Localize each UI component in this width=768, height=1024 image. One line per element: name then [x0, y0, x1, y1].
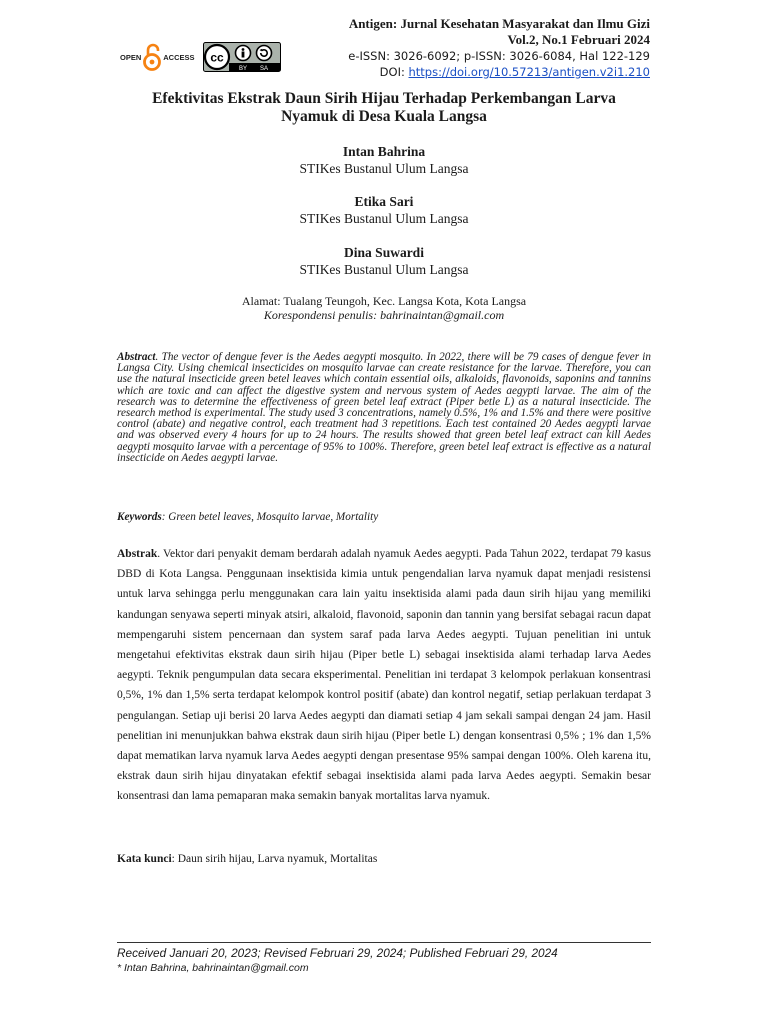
open-lock-icon: [142, 42, 162, 72]
journal-volume: Vol.2, No.1 Februari 2024: [507, 32, 650, 47]
open-access-text-left: OPEN: [120, 52, 142, 62]
abstract-text: . The vector of dengue fever is the Aedes aegypti mosquito. In 2022, there will be 79 cases of dengue fever in Langsa City. Using chemical insecticides on mosquito larvae can create resistance for the larvae. Therefore, you can use the natural insecticide green betel leaves which contain essential oils, alkaloids, flavonoids, saponins and tannins which are toxic and can affect the digestive system and nervous system of Aedes aegypti larvae. The aim of the research was to determine the effectiveness of green betel leaf extract (Piper betle L) as a natural insecticide. The research method is experimental. The study used 3 concentrations, namely 0.5%, 1% and 1.5% and there were positive control (abate) and negative control, each treatment had 3 repetitions. Each test contained 20 Aedes aegypti larvae and was observed every 4 hours for up to 24 hours. The results showed that green betel leaf extract can kill Aedes aegypti mosquito larvae with a percentage of 95% to 100%. Therefore, green betel leaf extract is effective as a natural insecticide on Aedes aegypti larvae.: [117, 351, 651, 464]
open-access-logo: [120, 42, 195, 72]
author-name: Intan Bahrina: [342, 144, 426, 159]
abstract-indonesian: [117, 544, 651, 807]
license-by-label: BY: [238, 65, 247, 72]
address: Alamat: Tualang Teungoh, Kec. Langsa Kota, Kota Langsa: [241, 294, 527, 308]
abstract-label: Abstract: [117, 351, 156, 363]
paper-title-line2: Nyamuk di Desa Kuala Langsa: [281, 108, 487, 125]
journal-title: Antigen: Jurnal Kesehatan Masyarakat dan Ilmu Gizi: [348, 16, 650, 31]
correspondence: Korespondensi penulis: bahrinaintan@gmail.com: [263, 308, 505, 322]
keywords-text: : Green betel leaves, Mosquito larvae, Mortality: [161, 511, 379, 523]
journal-doi: [348, 64, 650, 80]
doi-label: DOI:: [379, 65, 409, 79]
abstrak-text: . Vektor dari penyakit demam berdarah adalah nyamuk Aedes aegypti. Pada Tahun 2022, terdapat 79 kasus DBD di Kota Langsa. Penggunaan insektisida kimia untuk pengendalian larva nyamuk dapat menjadi resistensi untuk larva sehingga perlu menggunakan cara lain yaitu insektisida alami pada daun sirih hijau yang memiliki kandungan senyawa seperti minyak atsiri, alkaloid, flavonoid, saponin dan tannin yang bersifat sebagai racun dapat mempengaruhi sistem pencernaan dan system saraf pada larva Aedes aegypti. Tujuan penelitian ini untuk mengetahui efektivitas ekstrak daun sirih hijau (Piper betle L) sebagai insektisida alami terhadap larva Aedes aegypti. Teknik pengumpulan data secara eksperimental. Penelitian ini terdapat 3 kelompok perlakuan konsentrasi 0,5%, 1% dan 1,5% serta terdapat kelompok kontrol positif (abate) dan kontrol negatif, setiap perlakuan terdapat 3 pengulangan. Setiap uji berisi 20 larva Aedes aegypti dan diamati setiap 4 jam sekali sampai dengan 24 jam. Hasil penelitian ini menunjukkan bahwa ekstrak daun sirih hijau (Piper betle L) dengan konsentrasi 0,5% ; 1% dan 1,5% dapat mematikan larva nyamuk larva Aedes aegypti dengan presentase 95% sampai dengan 100%. Oleh karena itu, ekstrak daun sirih hijau dinyatakan efektif sebagai insektisida alami pada larva Aedes aegypti. Semakin besar konsentrasi dan lama pemaparan maka semakin banyak mortalitas larva nyamuk.: [117, 548, 651, 803]
author-affiliation: STIKes Bustanul Ulum Langsa: [299, 161, 469, 176]
author-name: Dina Suwardi: [344, 245, 424, 260]
keywords-label: Keywords: [117, 511, 162, 523]
author-affiliation: STIKes Bustanul Ulum Langsa: [299, 211, 469, 226]
author-affiliation: STIKes Bustanul Ulum Langsa: [299, 262, 469, 277]
abstract-english: [117, 352, 651, 464]
author-block: [0, 193, 768, 227]
author-block: [0, 244, 768, 278]
paper-title-line1: Efektivitas Ekstrak Daun Sirih Hijau Terhadap Perkembangan Larva: [152, 90, 616, 107]
open-access-text-right: ACCESS: [163, 52, 195, 62]
keywords-english: [117, 511, 378, 523]
author-footnote: * Intan Bahrina, bahrinaintan@gmail.com: [117, 962, 309, 974]
journal-header: [348, 16, 650, 80]
author-block: [0, 143, 768, 177]
journal-issn: e-ISSN: 3026-6092; p-ISSN: 3026-6084, Hal 122-129: [348, 49, 650, 63]
license-sa-label: SA: [259, 65, 268, 72]
footer-divider: [117, 942, 651, 943]
cc-by-sa-icon: [203, 42, 281, 72]
author-name: Etika Sari: [354, 194, 414, 209]
received-dates: Received Januari 20, 2023; Revised Februari 29, 2024; Published Februari 29, 2024: [117, 946, 558, 960]
doi-link[interactable]: https://doi.org/10.57213/antigen.v2i1.210: [408, 65, 650, 79]
keywords-indonesian: [117, 853, 377, 865]
kata-kunci-text: : Daun sirih hijau, Larva nyamuk, Mortalitas: [171, 853, 378, 865]
paper-title: [100, 90, 668, 126]
kata-kunci-label: Kata kunci: [117, 853, 172, 865]
svg-text:cc: cc: [209, 50, 224, 65]
header-logos: [120, 40, 281, 74]
address-block: [0, 294, 768, 322]
abstrak-label: Abstrak: [117, 548, 158, 560]
